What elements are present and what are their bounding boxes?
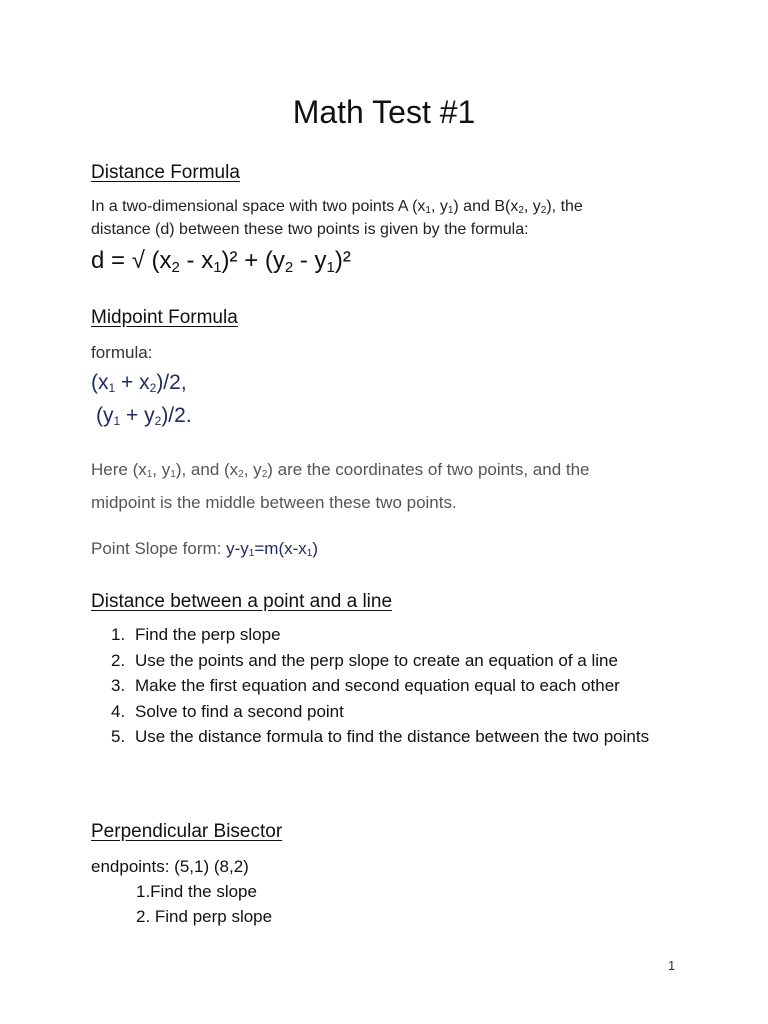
midpoint-explanation-line-2: midpoint is the middle between these two points. — [91, 493, 457, 512]
midpoint-formula-heading: Midpoint Formula — [91, 307, 238, 328]
document-title: Math Test #1 — [292, 94, 476, 130]
midpoint-explanation-line-1: Here (x1, y1), and (x2, y2) are the coordinates of two points, and the — [91, 460, 590, 480]
midpoint-formula-x: (x1 + x2)/2, — [91, 371, 187, 395]
distance-formula-heading: Distance Formula — [91, 162, 240, 183]
distance-steps-list — [111, 622, 675, 750]
page-number: 1 — [668, 958, 676, 973]
list-item: 1. Find the perp slope — [111, 625, 281, 644]
midpoint-explanation — [91, 456, 691, 517]
list-item: 2. Use the points and the perp slope to create an equation of a line — [111, 650, 618, 670]
distance-point-line-heading: Distance between a point and a line — [91, 591, 393, 612]
perpendicular-bisector-heading: Perpendicular Bisector — [91, 821, 283, 842]
midpoint-formula-y: (y1 + y2)/2. — [96, 404, 192, 428]
distance-intro-line-2: distance (d) between these two points is given by the formula: — [91, 221, 529, 238]
midpoint-formula-label: formula: — [91, 343, 153, 362]
point-slope-form: Point Slope form: y-y1=m(x-x1) — [91, 539, 319, 559]
list-item: 4. Solve to find a second point — [111, 701, 344, 721]
distance-intro-line-1: In a two-dimensional space with two points A (x1, y1) and B(x2, y2), the — [91, 198, 583, 216]
bisector-endpoints: endpoints: (5,1) (8,2) — [91, 857, 249, 876]
bisector-step-1: 1.Find the slope — [136, 882, 257, 901]
distance-formula-equation: d = √ (x2 - x1)² + (y2 - y1)² — [91, 247, 351, 276]
list-item: 5. Use the distance formula to find the distance between the two points — [111, 727, 650, 746]
bisector-step-2: 2. Find perp slope — [136, 907, 273, 926]
list-item: 3. Make the first equation and second equation equal to each other — [111, 676, 620, 695]
